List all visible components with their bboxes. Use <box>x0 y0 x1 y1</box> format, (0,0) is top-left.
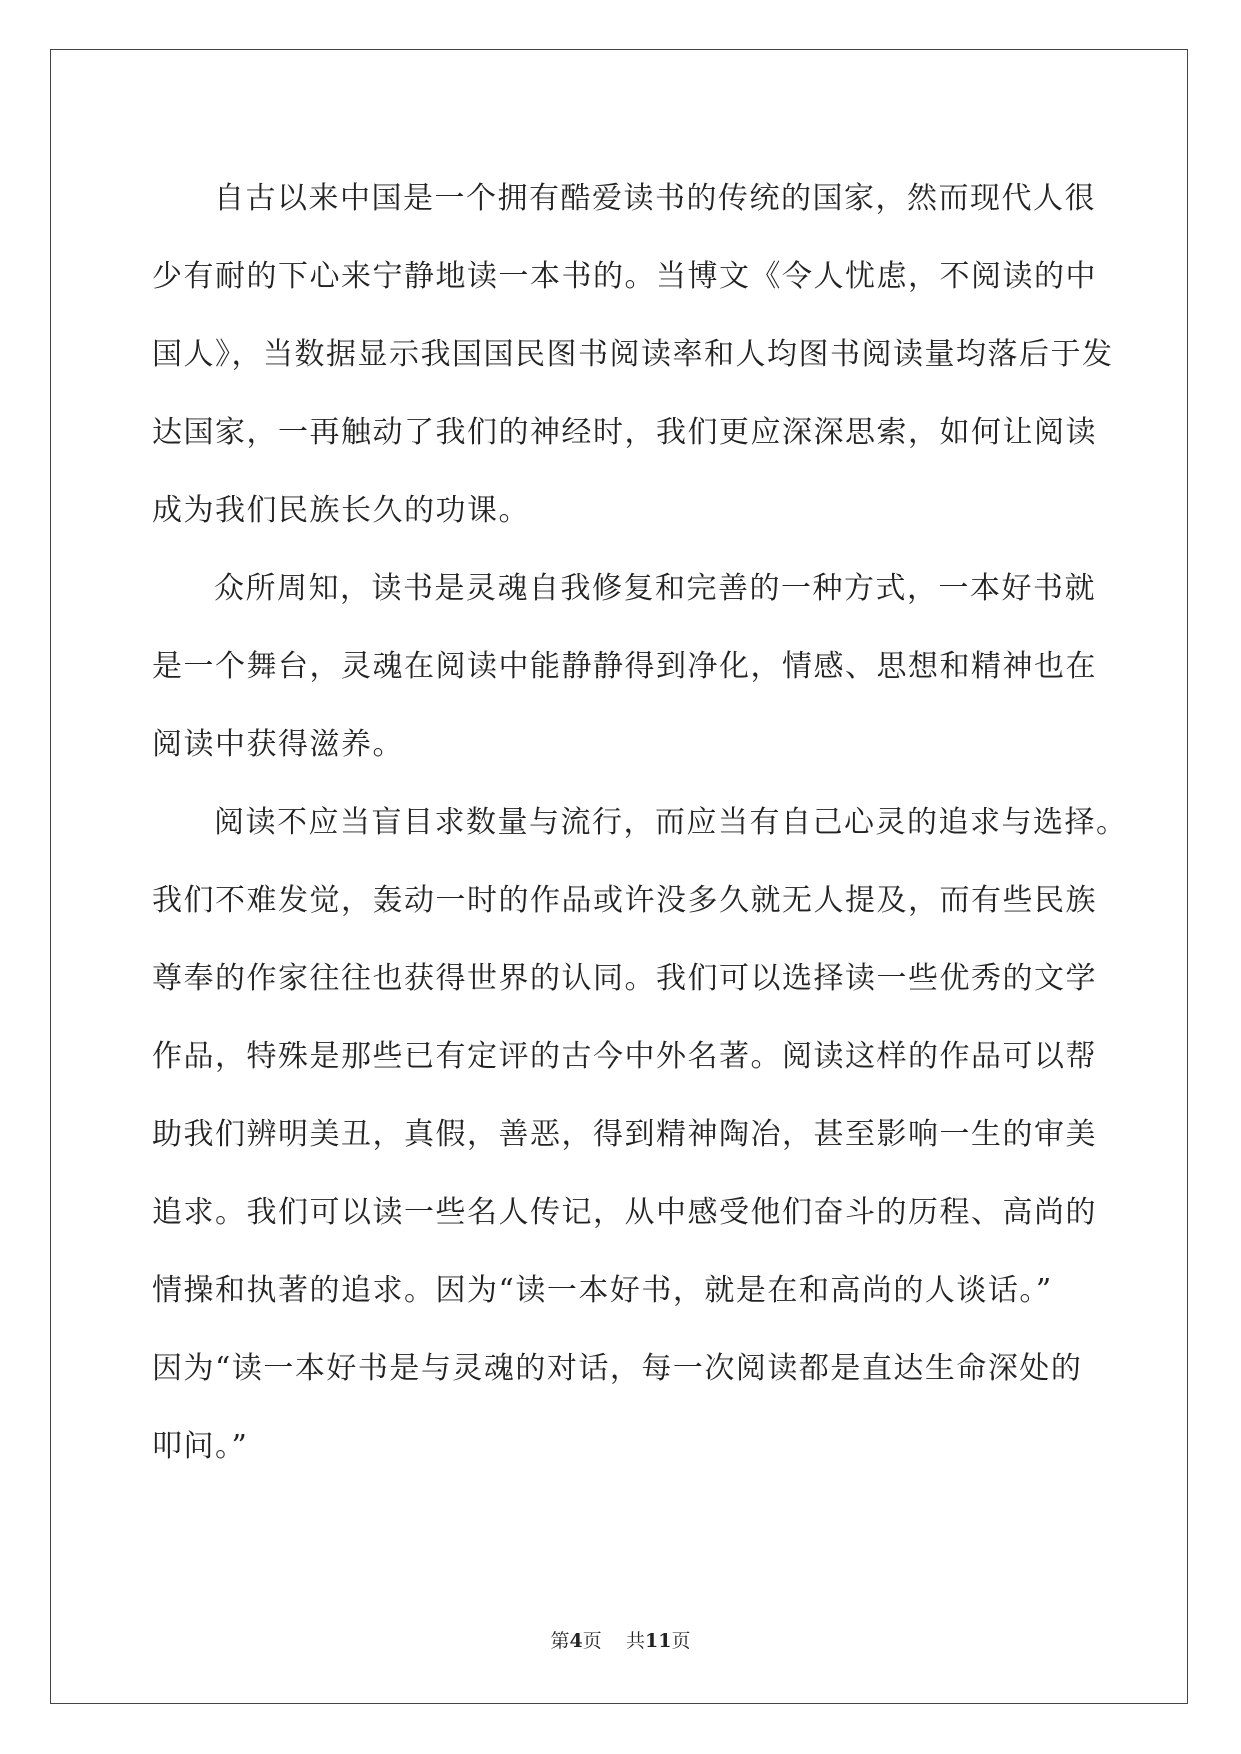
footer-total-prefix: 共 <box>625 1630 645 1652</box>
text-line: 助我们辨明美丑，真假，善恶，得到精神陶冶，甚至影响一生的审美 <box>152 1117 1097 1152</box>
text-line: 国人》，当数据显示我国国民图书阅读率和人均图书阅读量均落后于发 <box>152 337 1114 372</box>
current-page-number: 4 <box>569 1630 583 1652</box>
text-line: 我们不难发觉，轰动一时的作品或许没多久就无人提及，而有些民族 <box>152 883 1097 918</box>
footer-prefix: 第 <box>550 1630 570 1652</box>
text-line: 众所周知，读书是灵魂自我修复和完善的一种方式，一本好书就 <box>214 571 1096 606</box>
text-line: 追求。我们可以读一些名人传记，从中感受他们奋斗的历程、高尚的 <box>152 1195 1097 1230</box>
text-line: 阅读不应当盲目求数量与流行，而应当有自己心灵的追求与选择。 <box>214 805 1128 840</box>
page-footer <box>0 1626 1241 1653</box>
text-line: 成为我们民族长久的功课。 <box>152 493 530 528</box>
footer-page-suffix: 页 <box>582 1630 602 1652</box>
text-line: 作品，特殊是那些已有定评的古今中外名著。阅读这样的作品可以帮 <box>152 1039 1097 1074</box>
text-line: 少有耐的下心来宁静地读一本书的。当博文《令人忧虑，不阅读的中 <box>152 259 1097 294</box>
text-line: 尊奉的作家往往也获得世界的认同。我们可以选择读一些优秀的文学 <box>152 961 1097 996</box>
text-line: 阅读中获得滋养。 <box>152 727 404 762</box>
footer-total-suffix: 页 <box>671 1630 691 1652</box>
text-line: 自古以来中国是一个拥有酷爱读书的传统的国家，然而现代人很 <box>214 181 1096 216</box>
document-body <box>152 160 1128 1486</box>
text-line: 情操和执著的追求。因为“读一本好书，就是在和高尚的人谈话。” <box>152 1273 1053 1308</box>
total-pages-number: 11 <box>644 1630 672 1652</box>
text-line: 因为“读一本好书是与灵魂的对话，每一次阅读都是直达生命深处的 <box>152 1351 1083 1386</box>
text-line: 是一个舞台，灵魂在阅读中能静静得到净化，情感、思想和精神也在 <box>152 649 1097 684</box>
text-line: 达国家，一再触动了我们的神经时，我们更应深深思索，如何让阅读 <box>152 415 1097 450</box>
text-line: 叩问。” <box>152 1429 249 1464</box>
